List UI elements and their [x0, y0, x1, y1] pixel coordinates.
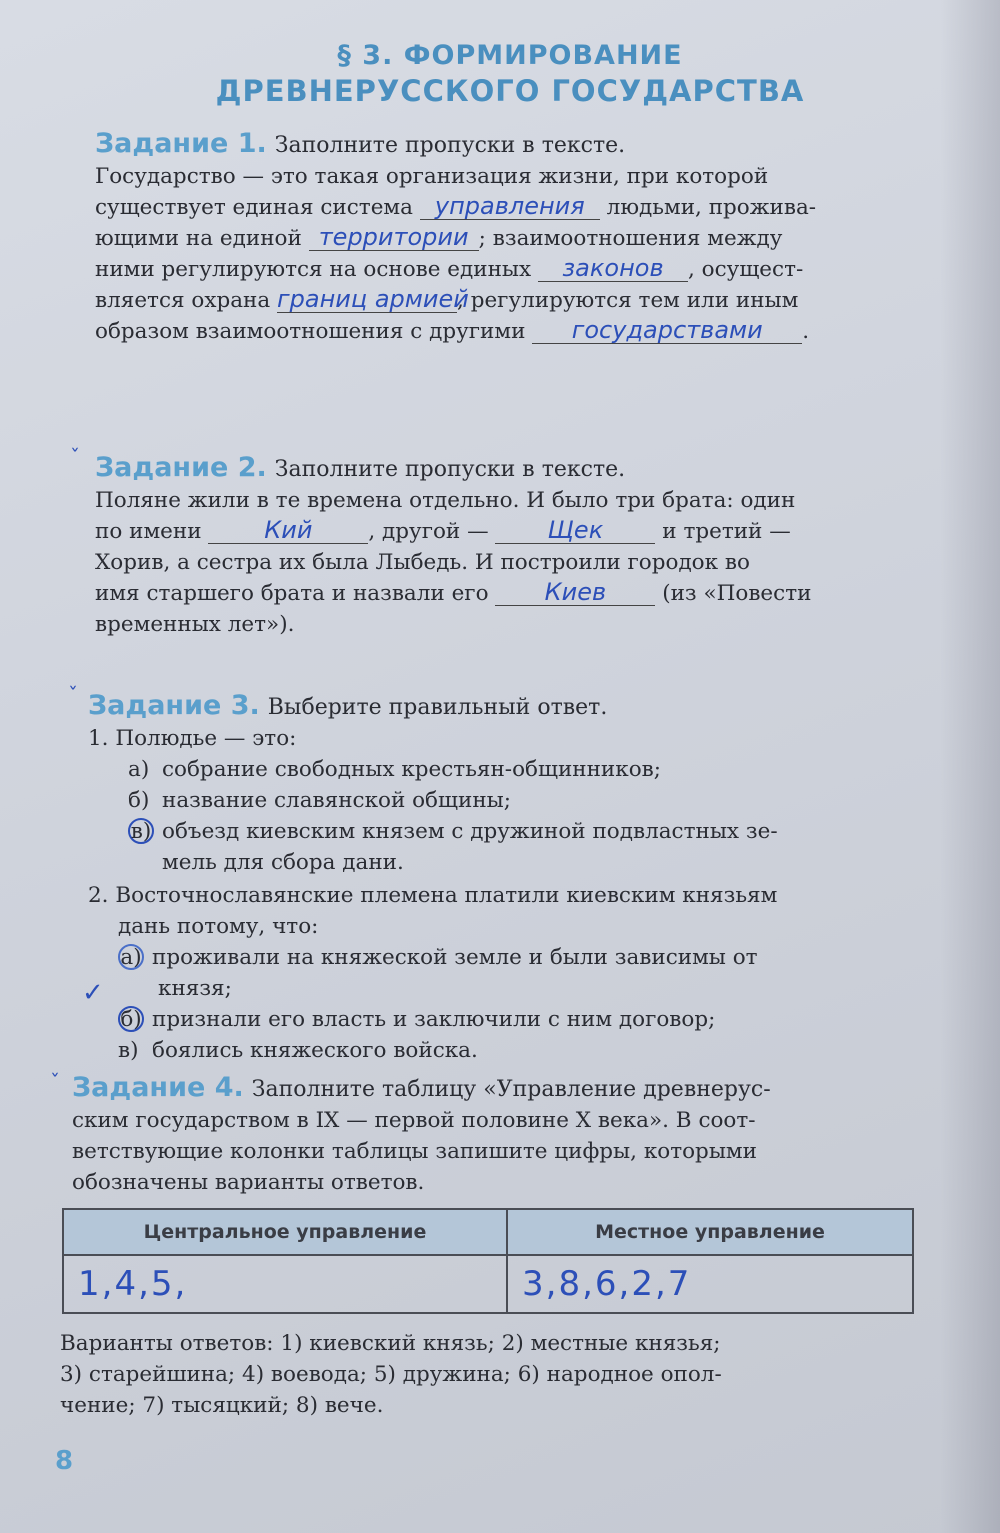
answer-governance[interactable]: управления — [420, 193, 600, 220]
variants-line-1: Варианты ответов: 1) киевский князь; 2) местные князья; — [60, 1331, 721, 1356]
task-3-instruction: Выберите правильный ответ. — [267, 695, 608, 720]
variants-line-3: чение; 7) тысяцкий; 8) вече. — [60, 1393, 384, 1418]
task-1-line-1: Государство — это такая организация жизни, при которой — [95, 164, 769, 189]
task-1-line-3a: ющими на единой — [95, 226, 302, 251]
variants-line-2: 3) старейшина; 4) воевода; 5) дружина; 6) народное опол- — [60, 1362, 722, 1387]
task-1-line-5a: вляется охрана — [95, 288, 271, 313]
task-4-line-4: обозначены варианты ответов. — [72, 1170, 425, 1195]
answer-cell-central[interactable]: 1,4,5, — [63, 1255, 507, 1313]
checkmark-icon: ˇ — [68, 683, 78, 707]
task-2-line-5: временных лет»). — [95, 612, 295, 637]
answer-kiy[interactable]: Кий — [208, 517, 368, 544]
q2-option-v[interactable]: в) боялись княжеского войска. — [118, 1038, 478, 1063]
q1-option-v-selected[interactable]: в) объезд киевским князем с дружиной подвластных зе- — [88, 816, 913, 847]
task-2-line-3: Хорив, а сестра их была Лыбедь. И построили городок во — [95, 550, 750, 575]
section-title-line1: § 3. ФОРМИРОВАНИЕ — [337, 40, 683, 71]
answer-states[interactable]: государствами — [532, 317, 802, 344]
task-1-line-5b: , регулируются тем или иным — [457, 288, 799, 313]
task-2 — [95, 452, 920, 640]
task-2-line-4b: (из «Повести — [662, 581, 812, 606]
task-2-instruction: Заполните пропуски в тексте. — [274, 457, 626, 482]
page-number: 8 — [55, 1446, 74, 1476]
answer-cell-local[interactable]: 3,8,6,2,7 — [507, 1255, 913, 1313]
task-4-line-3: ветствующие колонки таблицы запишите цифры, которыми — [72, 1139, 757, 1164]
task-1-line-6a: образом взаимоотношения с другими — [95, 319, 526, 344]
task-1-instruction: Заполните пропуски в тексте. — [274, 133, 626, 158]
column-header-central: Центральное управление — [63, 1209, 507, 1255]
q2-option-a[interactable]: а) проживали на княжеской земле и были зависимы от — [88, 942, 913, 973]
answer-laws[interactable]: законов — [538, 255, 688, 282]
task-4-line-1: Заполните таблицу «Управление древнерус- — [251, 1077, 771, 1102]
task-2-line-2c: и третий — — [662, 519, 791, 544]
task-1-line-4a: ними регулируются на основе единых — [95, 257, 532, 282]
q1-option-b[interactable]: б) название славянской общины; — [128, 788, 512, 813]
answer-territory[interactable]: территории — [309, 224, 479, 251]
task-1-title: Задание 1. — [95, 128, 267, 159]
selected-circle-mark: в) — [128, 818, 154, 844]
q2-option-b-selected[interactable]: б) признали его власть и заключили с ним договор; — [88, 1004, 913, 1035]
task-1-line-4b: , осущест- — [688, 257, 804, 282]
answer-borders-army[interactable]: границ армией — [277, 285, 469, 313]
task-2-line-4a: имя старшего брата и назвали его — [95, 581, 489, 606]
task-4-title: Задание 4. — [72, 1072, 244, 1103]
crossed-circle-mark: а) — [118, 944, 144, 970]
task-2-line-2b: , другой — — [368, 519, 489, 544]
task-2-line-1: Поляне жили в те времена отдельно. И было три брата: один — [95, 488, 796, 513]
question-2-line-2: дань потому, что: — [118, 914, 319, 939]
task-3 — [88, 690, 913, 1066]
task-1-line-2b: людьми, прожива- — [606, 195, 817, 220]
governance-table — [62, 1208, 914, 1314]
q1-option-a[interactable]: а) собрание свободных крестьян-общинников; — [128, 757, 661, 782]
selected-circle-mark: б) — [118, 1006, 144, 1032]
task-1-line-6b: . — [802, 319, 810, 344]
section-title-line2: ДРЕВНЕРУССКОГО ГОСУДАРСТВА — [215, 74, 805, 108]
answer-shchek[interactable]: Щек — [495, 517, 655, 544]
checkmark-icon: ˇ — [50, 1070, 60, 1094]
task-1-line-3b: ; взаимоотношения между — [478, 226, 783, 251]
checkmark-icon: ˇ — [70, 445, 80, 469]
question-1: 1. Полюдье — это: — [88, 726, 297, 751]
question-2-line-1: 2. Восточнославянские племена платили киевским князьям — [88, 883, 778, 908]
page-edge-shadow — [940, 0, 1000, 1533]
q1-option-v-continuation: мель для сбора дани. — [162, 850, 404, 875]
column-header-local: Местное управление — [507, 1209, 913, 1255]
task-4-line-2: ским государством в IX — первой половине X века». В соот- — [72, 1108, 756, 1133]
q2-option-a-continuation: князя; — [158, 976, 232, 1001]
task-3-title: Задание 3. — [88, 690, 260, 721]
answer-kiev[interactable]: Киев — [495, 579, 655, 606]
task-4 — [72, 1072, 917, 1198]
task-1 — [95, 128, 920, 347]
task-2-title: Задание 2. — [95, 452, 267, 483]
task-1-line-2a: существует единая система — [95, 195, 413, 220]
task-2-line-2a: по имени — [95, 519, 202, 544]
answer-variants — [60, 1328, 920, 1421]
checkmark-icon: ✓ — [82, 978, 104, 1008]
